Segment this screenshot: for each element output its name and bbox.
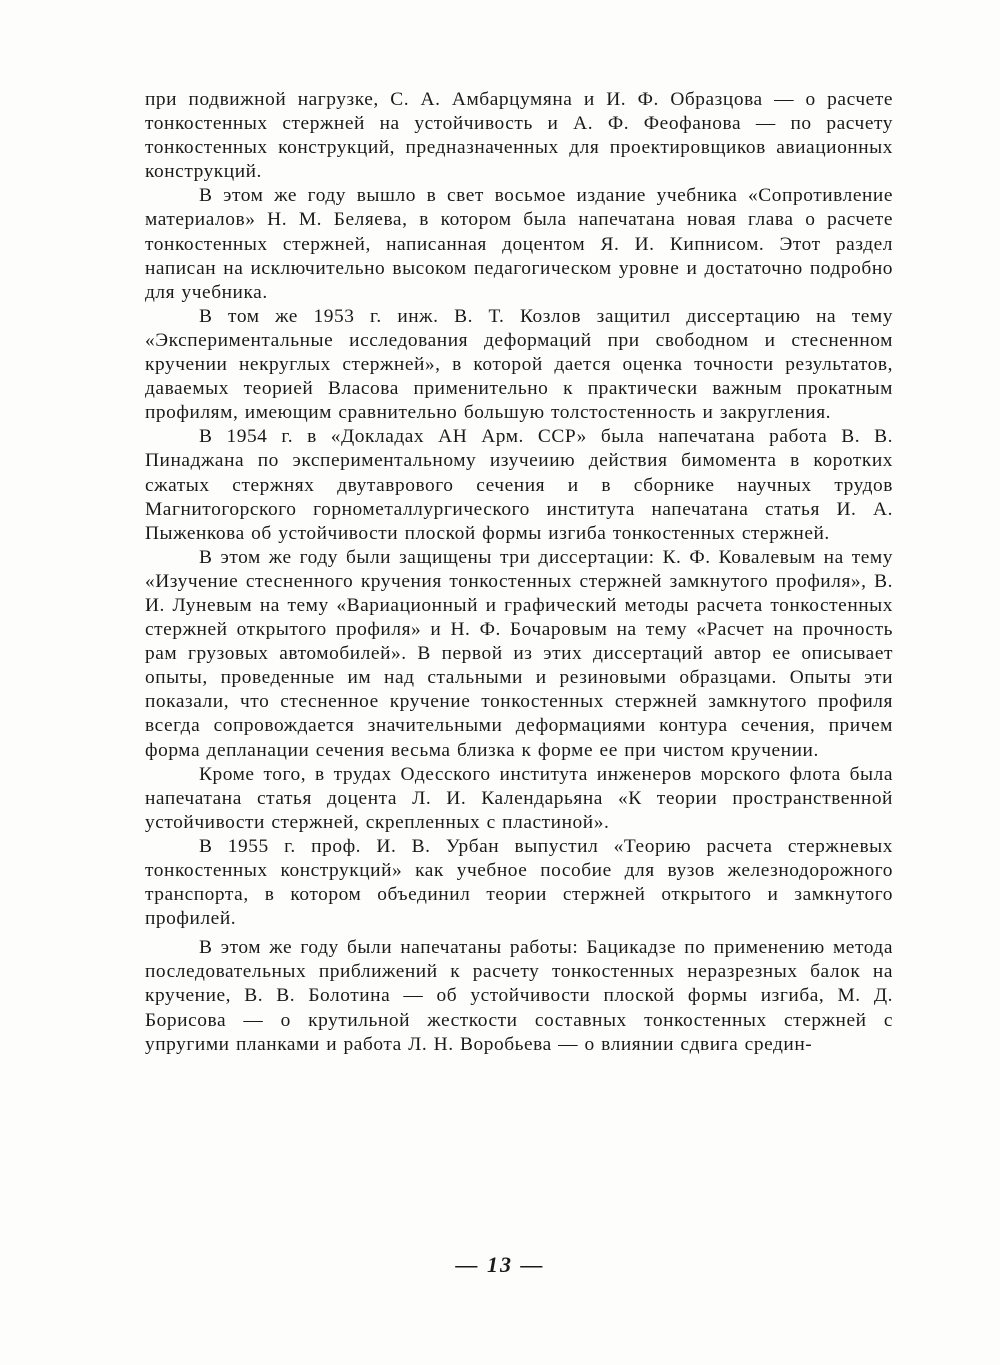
- paragraph-2: В этом же году вышло в свет восьмое издание учебника «Сопротивление материалов» Н. М. Беляева, в котором была напечатана новая глава о расчете тонкостенных стержней, написанная доцентом Я. И. Кипнисом. Этот раздел написан на исключительно высоком педагогическом уровне и достаточно подробно для учебника.: [145, 185, 893, 303]
- body-text: [145, 88, 893, 1057]
- paragraph-5: В этом же году были защищены три диссертации: К. Ф. Ковалевым на тему «Изучение стесненного кручения тонкостенных стержней замкнутого профиля», В. И. Луневым на тему «Вариационный и графический методы расчета тонкостенных стержней открытого профиля» и Н. Ф. Бочаровым на тему «Расчет на прочность рам грузовых автомобилей». В первой из этих диссертаций автор ее описывает опыты, проведенные им над стальными и резиновыми образцами. Опыты эти показали, что стесненное кручение тонкостенных стержней замкнутого профиля всегда сопровождается значительными деформациями контура сечения, причем форма депланации сечения весьма близка к форме ее при чистом кручении.: [145, 546, 893, 761]
- page-number: — 13 —: [455, 1252, 545, 1277]
- paragraph-4: В 1954 г. в «Докладах АН Арм. ССР» была напечатана работа В. В. Пинаджана по экспериментальному изучеиию действия бимомента в коротких сжатых стержнях двутаврового сечения и в сборнике научных трудов Магнитогорского горнометаллургического института напечатана статья И. А. Пыженкова об устойчивости плоской формы изгиба тонкостенных стержней.: [145, 426, 893, 544]
- paragraph-7: В 1955 г. проф. И. В. Урбан выпустил «Теорию расчета стержневых тонкостенных конструкций» как учебное пособие для вузов железнодорожного транспорта, в котором объединил теории стержней открытого и замкнутого профилей.: [145, 835, 893, 930]
- paragraph-8: В этом же году были напечатаны работы: Бацикадзе по применению метода последовательных приближений к расчету тонкостенных неразрезных балок на кручение, В. В. Болотина — об устойчивости плоской формы изгиба, М. Д. Борисова — о крутильной жесткости составных тонкостенных стержней с упругими планками и работа Л. Н. Воробьева — о влиянии сдвига средин-: [145, 937, 893, 1055]
- paragraph-3: В том же 1953 г. инж. В. Т. Козлов защитил диссертацию на тему «Экспериментальные исследования деформаций при свободном и стесненном кручении некруглых стержней», в которой дается оценка точности результатов, даваемых теорией Власова применительно к практически важным прокатным профилям, имеющим сравнительно большую толстостенность и закругления.: [145, 305, 893, 424]
- paragraph-1: при подвижной нагрузке, С. А. Амбарцумяна и И. Ф. Образцова — о расчете тонкостенных стержней на устойчивость и А. Ф. Феофанова — по расчету тонкостенных конструкций, предназначенных для проектировщиков авиационных конструкций.: [145, 89, 893, 183]
- paragraph-6: Кроме того, в трудах Одесского института инженеров морского флота была напечатана статья доцента Л. И. Календарьяна «К теории пространственной устойчивости стержней, скрепленных с пластиной».: [145, 763, 893, 833]
